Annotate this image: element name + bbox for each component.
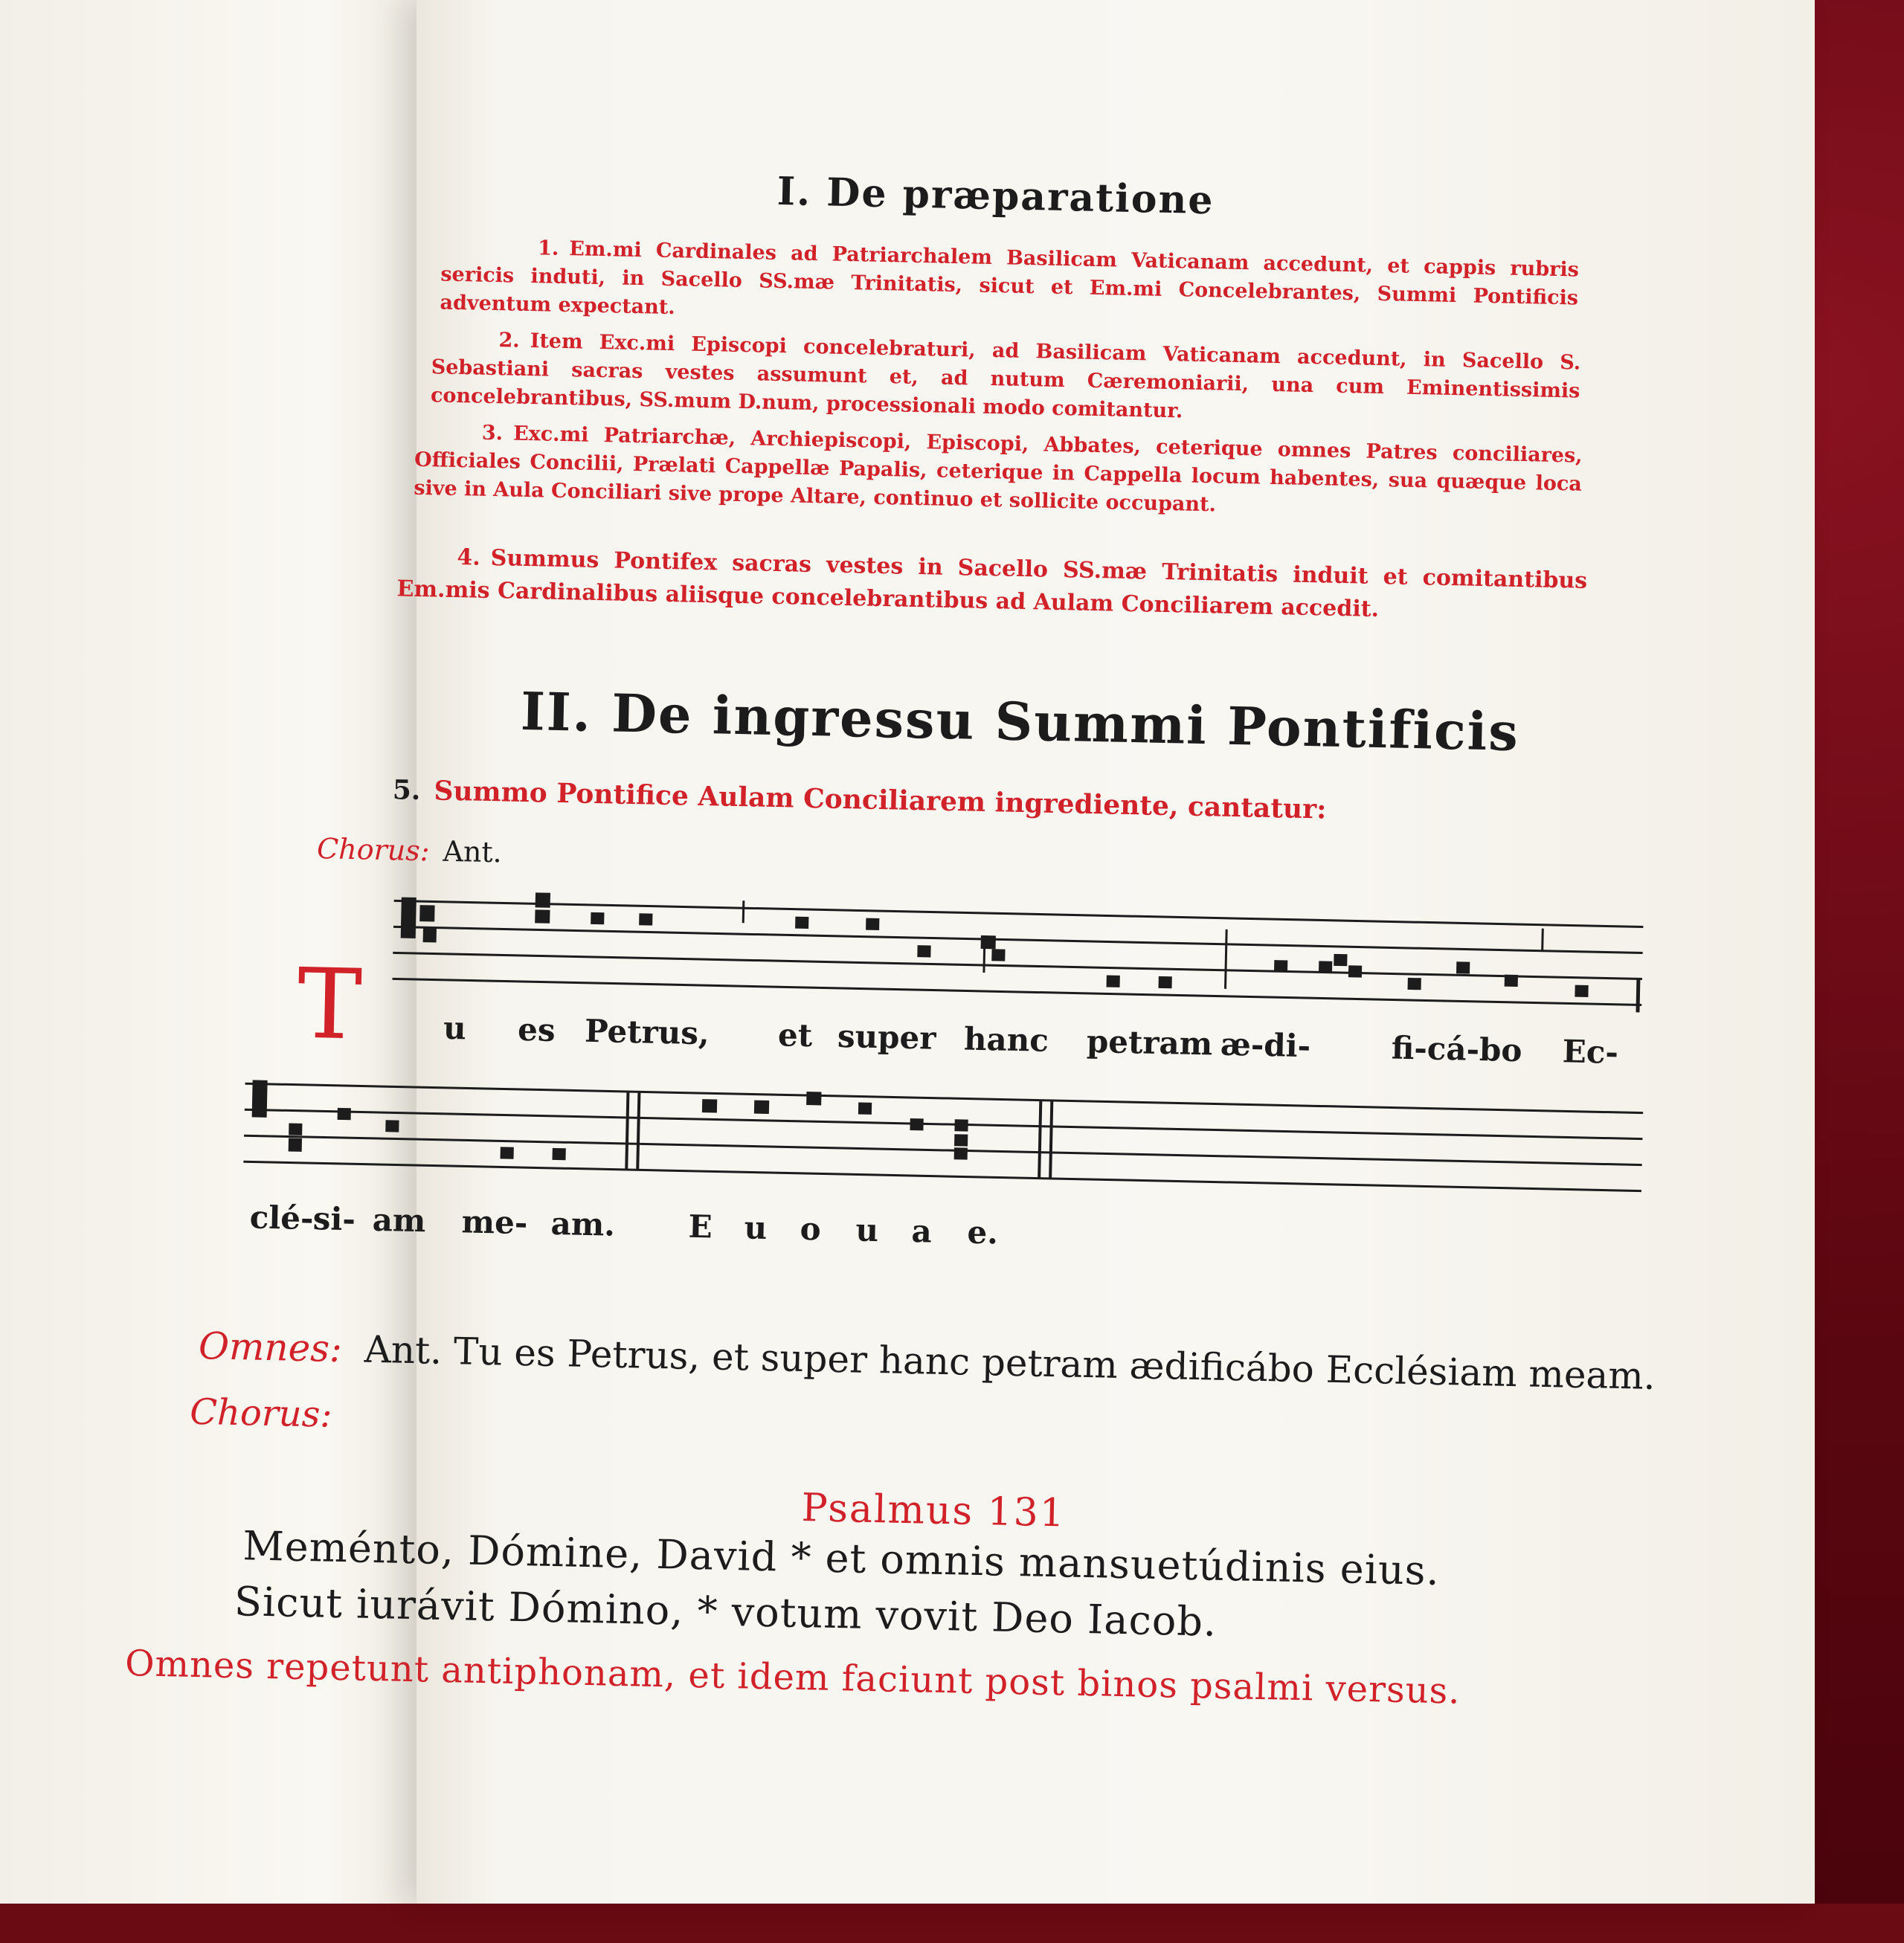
lyric-syllable: es — [517, 1011, 556, 1048]
chorus-label-2: Chorus: — [189, 1391, 333, 1436]
paragraph-2 — [431, 325, 1581, 434]
omnes-text: Ant. Tu es Petrus, et super hanc petram ædificábo Ecclésiam meam. — [364, 1327, 1656, 1399]
lyric-syllable: fi-cá-bo — [1391, 1029, 1522, 1069]
lyric-syllable: a — [911, 1213, 933, 1250]
paragraph-number: 2. — [498, 329, 521, 352]
double-bars — [626, 1092, 1052, 1179]
paragraph-number: 3. — [481, 421, 504, 445]
intro-line — [392, 774, 1326, 825]
antiphon-label: Ant. — [443, 834, 503, 869]
lyric-syllable: u — [443, 1009, 467, 1047]
omnes-antiphon-line — [199, 1324, 1656, 1398]
lyric-syllable: Petrus, — [584, 1012, 710, 1052]
neumes — [400, 890, 1590, 997]
lyric-syllable: æ-di- — [1220, 1025, 1311, 1065]
chorus-label: Chorus: — [316, 832, 430, 868]
do-clef — [401, 898, 416, 938]
psalm-verse-1: Meménto, Dómine, David * et omnis mansuetúdinis eius. — [242, 1522, 1441, 1594]
omnes-label: Omnes: — [198, 1324, 343, 1371]
chant-staff-2 — [243, 1076, 1659, 1217]
paragraph-number: 1. — [537, 236, 559, 260]
paragraph-text: Item Exc.mi Episcopi concelebraturi, ad Basilicam Vaticanam accedunt, in Sacello S. Sebastiani sacras vestes assumunt et, ad nutum Cæremoniarii, una cum Eminentissimis concelebrantibus, SS.mum D.num, processionali modo comitantur. — [430, 329, 1581, 423]
lyric-syllable: et — [777, 1016, 813, 1054]
closing-rubric: Omnes repetunt antiphonam, et idem faciunt post binos psalmi versus. — [124, 1643, 1461, 1712]
intro-number: 5. — [392, 774, 421, 807]
chorus-label-line — [317, 832, 503, 869]
lyric-syllable: u — [855, 1211, 879, 1249]
lyric-syllable: u — [744, 1209, 768, 1246]
paragraph-number: 4. — [457, 544, 481, 571]
lyric-syllable: e. — [967, 1214, 999, 1251]
lyric-syllable: petram — [1086, 1022, 1213, 1063]
lyric-syllable: am — [372, 1201, 426, 1240]
paragraph-text: Exc.mi Patriarchæ, Archiepiscopi, Episcopi, Abbates, ceterique omnes Patres conciliares, Officiales Concilii, Prælati Cappellæ Papalis, ceterique in Cappella locum habentes, sua quæque loca sive in Aula Conciliari sive prope Altare, continuo et sollicite occupant. — [414, 422, 1583, 517]
lyric-syllable: hanc — [963, 1020, 1049, 1059]
lyric-syllable: o — [800, 1210, 822, 1248]
paragraph-1 — [440, 232, 1579, 341]
lyric-syllable: me- — [461, 1203, 528, 1242]
staff-lines — [393, 900, 1644, 1005]
psalm-title: Psalmus 131 — [801, 1486, 1067, 1536]
chant-staff-1 — [392, 886, 1659, 1039]
section-heading-ingressu: II. De ingressu Summi Pontificis — [520, 680, 1520, 763]
lyric-syllable: E — [688, 1208, 713, 1246]
lyric-syllable: clé- — [249, 1199, 314, 1237]
neumes — [251, 1080, 969, 1168]
paragraph-3 — [414, 418, 1583, 527]
lyric-syllable: Ec- — [1562, 1033, 1619, 1071]
lyric-syllable: si- — [312, 1200, 356, 1238]
lyric-syllable: super — [837, 1017, 936, 1057]
staff-lines — [243, 1083, 1643, 1190]
section-heading-preparatione: I. De præparatione — [776, 168, 1215, 224]
initial-letter: T — [296, 947, 364, 1062]
psalm-verse-2: Sicut iurávit Dómino, * votum vovit Deo Iacob. — [234, 1578, 1218, 1646]
paragraph-4 — [396, 540, 1587, 630]
do-clef — [252, 1080, 268, 1117]
paragraph-text: Em.mi Cardinales ad Patriarchalem Basilicam Vaticanam accedunt, et cappis rubris sericis induti, in Sacello SS.mæ Trinitatis, sicut et Em.mi Concelebrantes, Summi Pontificis adventum expectant. — [440, 237, 1580, 320]
lyric-syllable: am. — [550, 1205, 616, 1243]
intro-text: Summo Pontifice Aulam Conciliarem ingrediente, cantatur: — [434, 775, 1327, 825]
paragraph-text: Summus Pontifex sacras vestes in Sacello SS.mæ Trinitatis induit et comitantibus Em.mis Cardinalibus aliisque concelebrantibus ad Aulam Conciliarem accedit. — [396, 544, 1588, 623]
